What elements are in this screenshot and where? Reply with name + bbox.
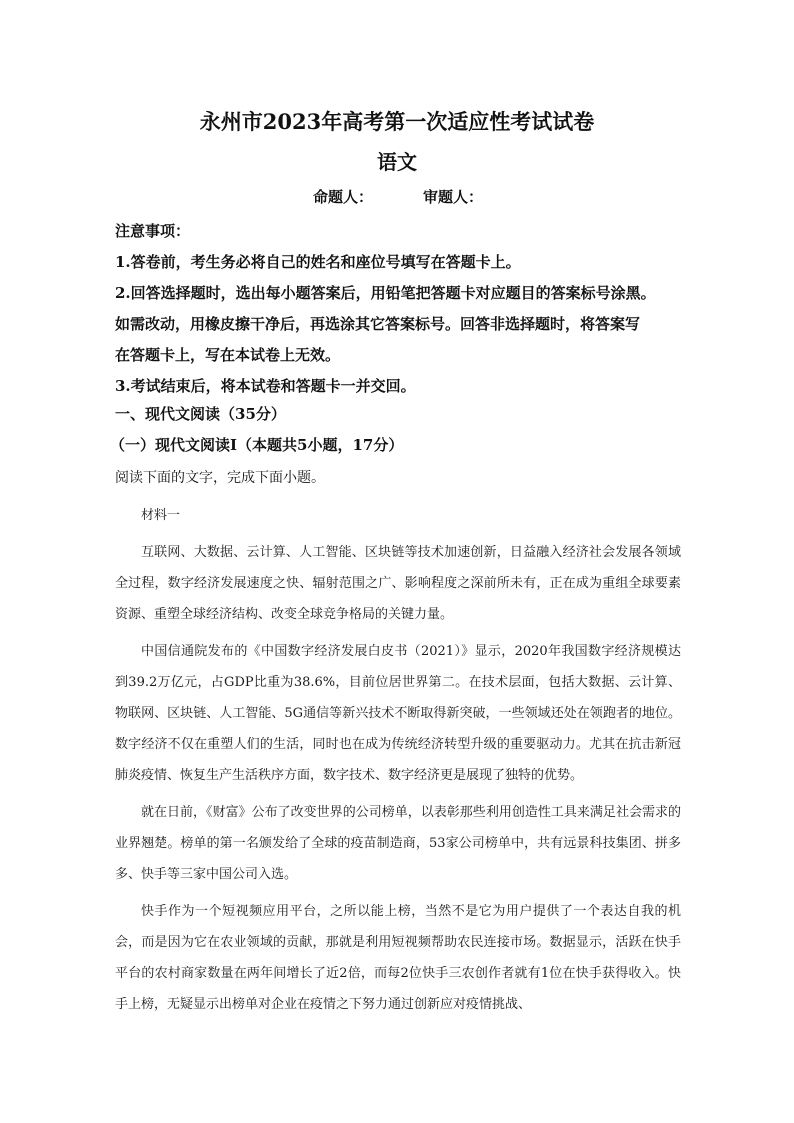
notes-item: 1.答卷前，考生务必将自己的姓名和座位号填写在答题卡上。 <box>115 253 521 271</box>
subject-title: 语文 <box>377 150 417 174</box>
notes-item: 2.回答选择题时，选出每小题答案后，用铅笔把答题卡对应题目的答案标号涂黑。 <box>115 284 656 302</box>
reading-instruction: 阅读下面的文字，完成下面小题。 <box>115 470 325 486</box>
reading-passage <box>115 500 681 1020</box>
passage-paragraph: 中国信通院发布的《中国数字经济发展白皮书（2021）》显示，2020年我国数字经济规模达到39.2万亿元，占GDP比重为38.6%，目前位居世界第二。在技术层面，包括大数据、云计算、物联网、区块链、人工智能、5G通信等新兴技术不断取得新突破，一些领域还处在领跑者的地位。数字经济不仅在重塑人们的生活，同时也在成为传统经济转型升级的重要驱动力。尤其在抗击新冠肺炎疫情、恢复生产生活秩序方面，数字技术、数字经济更是展现了独特的优势。 <box>115 644 681 783</box>
section-heading: 一、现代文阅读（35分） <box>115 405 286 423</box>
author-line <box>313 186 483 207</box>
passage-paragraph: 互联网、大数据、云计算、人工智能、区块链等技术加速创新，日益融入经济社会发展各领域全过程，数字经济发展速度之快、辐射范围之广、影响程度之深前所未有，正在成为重组全球要素资源、重塑全球经济结构、改变全球竞争格局的关键力量。 <box>115 545 681 622</box>
author-label: 命题人： <box>313 188 374 206</box>
notes-item: 3.考试结束后，将本试卷和答题卡一并交回。 <box>115 377 416 395</box>
notes-item: 如需改动，用橡皮擦干净后，再选涂其它答案标号。回答非选择题时，将答案写 <box>115 315 641 333</box>
material-label: 材料一 <box>141 508 181 523</box>
notes-item: 在答题卡上，写在本试卷上无效。 <box>115 346 341 364</box>
subsection-heading: （一）现代文阅读Ⅰ（本题共5小题，17分） <box>110 436 404 454</box>
passage-paragraph: 快手作为一个短视频应用平台，之所以能上榜，当然不是它为用户提供了一个表达自我的机会，而是因为它在农业领域的贡献，那就是利用短视频帮助农民连接市场。数据显示，活跃在快手平台的农村商家数量在两年间增长了近2倍，而每2位快手三农创作者就有1位在快手获得收入。快手上榜，无疑显示出榜单对企业在疫情之下努力通过创新应对疫情挑战、 <box>115 904 681 1012</box>
exam-title: 永州市2023年高考第一次适应性考试试卷 <box>199 109 595 134</box>
notes-section <box>115 216 695 402</box>
passage-paragraph: 就在日前，《财富》公布了改变世界的公司榜单，以表彰那些利用创造性工具来满足社会需求的业界翘楚。榜单的第一名颁发给了全球的疫苗制造商，53家公司榜单中，共有远景科技集团、拼多多、快手等三家中国公司入选。 <box>115 805 681 882</box>
reviewer-label: 审题人： <box>423 188 484 206</box>
notes-heading: 注意事项： <box>115 222 191 240</box>
